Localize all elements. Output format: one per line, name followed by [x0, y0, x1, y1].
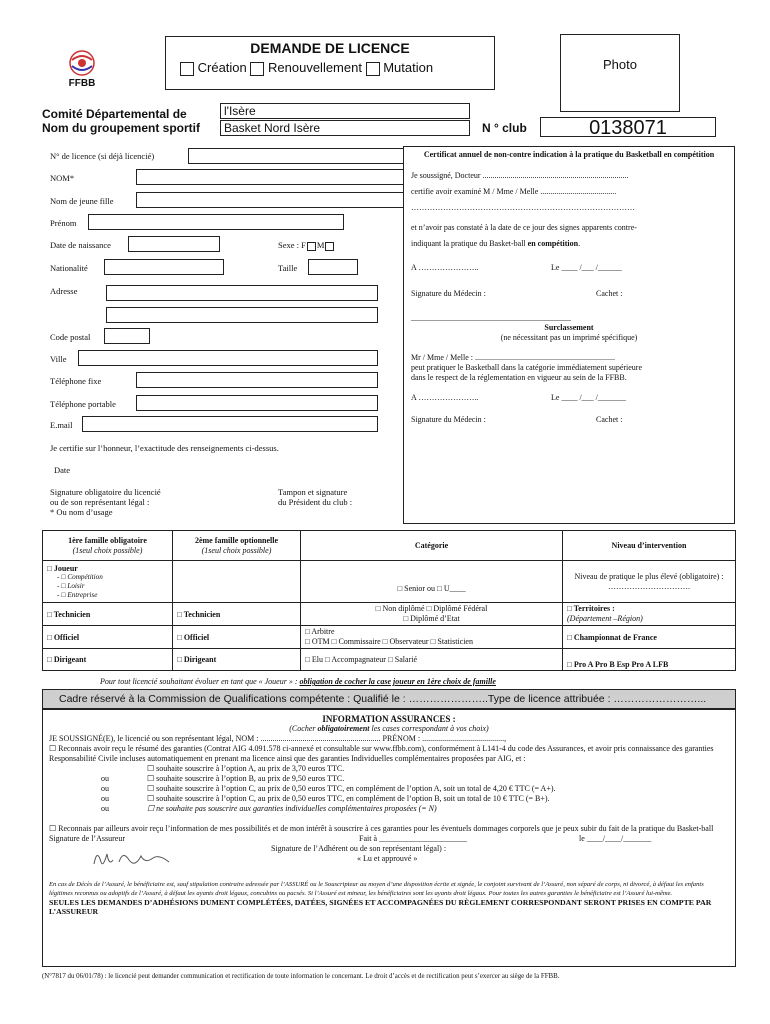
territoires-sub: (Département –Région)	[567, 614, 643, 623]
col3-title: Catégorie	[301, 531, 563, 561]
tampon-label-1: Tampon et signature	[278, 487, 348, 497]
licence-no-field[interactable]	[188, 148, 428, 164]
club-no-label: N ° club	[482, 121, 527, 135]
col2-sub: (1seul choix possible)	[201, 545, 272, 555]
territoires-checkbox[interactable]: □ Territoires :	[567, 604, 615, 613]
option-a-plus-checkbox[interactable]: ☐ souhaite souscrire à l’option C, au prix de 0,50 euros TTC, en complément de l’option A, soit un total de 4,20 € TTC (= A+).	[147, 784, 556, 793]
adresse-label: Adresse	[50, 286, 78, 296]
certificate-line1: Je soussigné, Docteur .........................................................................	[411, 171, 629, 180]
photo-box[interactable]	[560, 34, 680, 112]
licence-no-label: N° de licence (si déjà licencié)	[50, 151, 155, 161]
creation-checkbox[interactable]	[180, 62, 194, 76]
assureur-signature-icon	[89, 844, 179, 872]
sexe-m-label: M	[316, 240, 325, 250]
joueur-checkbox[interactable]: □ Joueur	[47, 563, 78, 573]
insurance-options	[49, 764, 729, 814]
adresse-line2-field[interactable]	[106, 307, 378, 323]
tampon-label-2: du Président du club :	[278, 497, 353, 507]
insurance-reconnais-2[interactable]: ☐ Reconnais par ailleurs avoir reçu l’information de mes possibilités et de mon intérêt à souscrire à ces garanties pour les éventuels dommages corporels que je peux subir du fait de la pratique du Basket-ball	[49, 824, 714, 833]
certificate-line5a: indiquant la pratique du Basket-ball	[411, 239, 528, 248]
niveau-pratique-field[interactable]: ………………………….	[608, 581, 690, 591]
option-a-checkbox[interactable]: ☐ souhaite souscrire à l’option A, au prix de 3,70 euros TTC.	[147, 764, 345, 773]
prenom-field[interactable]	[88, 214, 344, 230]
personal-info-section	[48, 145, 390, 523]
option-b-plus-checkbox[interactable]: ☐ souhaite souscrire à l’option C, au prix de 0,50 euros TTC, en complément de l’option B, soit un total de 10 € TTC (= B+).	[147, 794, 550, 803]
dirigeant-2-checkbox[interactable]: □ Dirigeant	[173, 649, 301, 671]
diplome-line2[interactable]: □ Diplômé d’Etat	[403, 614, 460, 623]
insurance-title: INFORMATION ASSURANCES :	[322, 714, 456, 724]
cert-a-line: A …………………..	[411, 263, 479, 272]
sig-assureur-label: Signature de l’Assureur	[49, 834, 125, 843]
entreprise-checkbox[interactable]: - □ Entreprise	[57, 590, 98, 599]
fait-a-field[interactable]: Fait à ______________________	[359, 834, 467, 843]
taille-label: Taille	[278, 263, 298, 273]
mutation-label: Mutation	[383, 60, 434, 75]
championnat-checkbox[interactable]: □ Championnat de France	[563, 626, 736, 649]
arbitre-line2[interactable]: □ OTM □ Commissaire □ Observateur □ Statisticien	[305, 637, 473, 646]
renouvellement-label: Renouvellement	[268, 60, 362, 75]
ffbb-logo	[62, 48, 102, 90]
surclassement-mr-line: Mr / Mme / Melle : ......................................................................	[411, 353, 615, 362]
page-title: DEMANDE DE LICENCE	[250, 40, 410, 56]
insurance-reconnais-1[interactable]: ☐ Reconnais avoir reçu le résumé des garanties (Contrat AIG 4.091.578 ci-annexé et consultable sur www.ffbb.com), conformément à L141-4 du code des Assurances, et avoir pris connaissance des garanties Responsabilité Civile incluses automatiquement en prenant ma licence ainsi que des garanties Individuelles complémentaires proposées par AIG, et :	[49, 744, 714, 763]
fine-print: En cas de Décès de l’Assuré, le bénéficiaire est, sauf stipulation contraire adressée par l’ASSURÉ ou le Souscripteur au moyen d’une disposition écrite et signée, le conjoint survivant de l’Assuré, non séparé de corps, ni divorcé, à défaut les enfants légitimes reconnus ou adoptifs de l’Assuré, à défaut les ayants droit légaux, concubins ou pacsés. Si l’Assuré est mineur, les bénéficiaires sont les ayants droit légaux. Pour toutes les autres garanties le bénéficiaire est l’Assuré lui-même.	[49, 881, 704, 897]
code-postal-field[interactable]	[104, 328, 150, 344]
surclassement-cachet: Cachet :	[596, 415, 623, 424]
surclassement-peut-line1: peut pratiquer le Basketball dans la catégorie immédiatement supérieure	[411, 363, 643, 372]
footnote-obligation: obligation de cocher la case joueur en 1ère choix de famille	[299, 677, 496, 686]
renouvellement-checkbox[interactable]	[250, 62, 264, 76]
tel-fixe-field[interactable]	[136, 372, 378, 388]
nom-jeune-fille-label: Nom de jeune fille	[50, 196, 114, 206]
creation-label: Création	[197, 60, 247, 75]
signature-label-1: Signature obligatoire du licencié	[50, 487, 161, 497]
code-postal-label: Code postal	[50, 332, 91, 342]
option-prefix: ou	[101, 804, 109, 813]
option-prefix: ou	[101, 774, 109, 783]
tel-portable-field[interactable]	[136, 395, 378, 411]
surclassement-a-line: A …………………..	[411, 393, 479, 402]
col2-title: 2ème famille optionnelle	[194, 535, 279, 545]
certificate-line3: …………………………………………………………………………	[411, 203, 635, 212]
option-none-checkbox[interactable]: ☐ ne souhaite pas souscrire aux garanties individuelles complémentaires proposées (= N)	[147, 804, 437, 813]
nationalite-label: Nationalité	[50, 263, 88, 273]
dirigeant-1-checkbox[interactable]: □ Dirigeant	[43, 649, 173, 671]
nom-field[interactable]	[136, 169, 428, 185]
certificate-line5c: .	[578, 239, 581, 248]
surclassement-le-line: Le ____ /___ /_______	[551, 393, 626, 402]
nom-label: NOM*	[50, 173, 75, 183]
logo-text: FFBB	[68, 78, 96, 89]
nationalite-field[interactable]	[104, 259, 224, 275]
signature-label-2: ou de son représentant légal :	[50, 497, 150, 507]
adresse-line1-field[interactable]	[106, 285, 378, 301]
option-b-checkbox[interactable]: ☐ souhaite souscrire à l’option B, au prix de 9,50 euros TTC.	[147, 774, 345, 783]
email-label: E.mail	[50, 420, 73, 430]
option-prefix	[49, 764, 147, 774]
col1-title: 1ère famille obligatoire	[68, 535, 147, 545]
tel-fixe-label: Téléphone fixe	[50, 376, 102, 386]
elu-line[interactable]: □ Elu □ Accompagnateur □ Salarié	[301, 649, 563, 671]
insurance-subtitle-a: (Cocher	[289, 724, 318, 733]
title-box	[165, 36, 495, 90]
col4-title: Niveau d’intervention	[563, 531, 736, 561]
certificate-title: Certificat annuel de non-contre indication à la pratique du Basketball en compétition	[423, 150, 715, 159]
email-field[interactable]	[82, 416, 378, 432]
surclassement-sub: (ne nécessitant pas un imprimé spécifique)	[500, 333, 638, 342]
commission-bar: Cadre réservé à la Commission de Qualifications compétente : Qualifié le : …………………..Type de licence attribuée : ……………………...	[42, 689, 736, 709]
date-naissance-label: Date de naissance	[50, 240, 111, 250]
sexe-m-checkbox[interactable]	[325, 242, 334, 251]
technicien-2-checkbox[interactable]: □ Technicien	[173, 603, 301, 626]
officiel-1-checkbox[interactable]: □ Officiel	[43, 626, 173, 649]
competition-checkbox[interactable]: - □ Compétition	[57, 572, 103, 581]
certificate-line5b: en compétition	[527, 239, 579, 248]
option-prefix: ou	[101, 794, 109, 803]
technicien-1-checkbox[interactable]: □ Technicien	[43, 603, 173, 626]
certificate-line2: certifie avoir examiné M / Mme / Melle ......................................	[411, 187, 617, 196]
footnote-text: Pour tout licencié souhaitant évoluer en tant que « Joueur » :	[100, 677, 300, 686]
certify-text: Je certifie sur l’honneur, l’exactitude des renseignements ci-dessus.	[50, 443, 279, 453]
taille-field[interactable]	[308, 259, 358, 275]
cert-separator: ________________________________________	[411, 313, 571, 322]
pro-checkbox[interactable]: □ Pro A Pro B Esp Pro A LFB	[563, 649, 736, 671]
sexe-f-checkbox[interactable]	[307, 242, 316, 251]
surclassement-title: Surclassement	[544, 323, 594, 332]
ville-field[interactable]	[78, 350, 378, 366]
club-no-field[interactable]: 0138071	[540, 117, 716, 137]
footer-text: (N°7817 du 06/01/78) : le licencié peut demander communication et rectification de toute information le concernant. Le droit d’accès et de rectification peut s’exercer au siège de la FFBB.	[42, 973, 560, 980]
le-date-field[interactable]: le ____/____/_______	[579, 834, 652, 843]
prenom-label: Prénom	[50, 218, 77, 228]
insurance-warning: SEULES LES DEMANDES D’ADHÉSIONS DUMENT COMPLÉTÉES, DATÉES, SIGNÉES ET ACCOMPAGNÉES DU RÈGLEMENT CORRESPONDANT SERONT PRISES EN COMPTE PAR L’ASSUREUR	[49, 898, 712, 916]
ffbb-emblem-icon	[62, 48, 102, 78]
niveau-pratique-label: Niveau de pratique le plus élevé (obligatoire) :	[574, 571, 724, 581]
medical-certificate-box	[403, 146, 735, 524]
comite-label: Comité Départemental de	[42, 107, 187, 121]
nom-usage-note: * Ou nom d’usage	[50, 507, 113, 517]
surclassement-peut-line2: dans le respect de la réglementation en vigueur au sein de la FFBB.	[411, 373, 627, 382]
date-naissance-field[interactable]	[128, 236, 220, 252]
officiel-2-checkbox[interactable]: □ Officiel	[173, 626, 301, 649]
groupement-field[interactable]: Basket Nord Isère	[220, 120, 470, 136]
sig-adherent-label: Signature de l’Adhérent ou de son représentant légal) :	[271, 844, 447, 853]
photo-label: Photo	[603, 57, 637, 72]
insurance-subtitle-b: obligatoirement	[317, 724, 370, 733]
nom-jeune-fille-field[interactable]	[136, 192, 428, 208]
insurance-box	[42, 709, 736, 967]
senior-checkbox[interactable]: □ Senior ou □ U____	[301, 561, 563, 603]
tel-portable-label: Téléphone portable	[50, 399, 116, 409]
surclassement-sig-medecin: Signature du Médecin :	[411, 415, 486, 424]
date-label: Date	[54, 465, 71, 475]
certificate-line4: et n’avoir pas constaté à la date de ce jour des signes apparents contre-	[411, 223, 637, 232]
family-table	[42, 530, 736, 671]
cert-le-line: Le ____ /___ /______	[551, 263, 622, 272]
cert-cachet: Cachet :	[596, 289, 623, 298]
loisir-checkbox[interactable]: - □ Loisir	[57, 581, 85, 590]
mutation-checkbox[interactable]	[366, 62, 380, 76]
comite-field[interactable]: l'Isère	[220, 103, 470, 119]
lu-approuve-label: « Lu et approuvé »	[357, 854, 418, 863]
diplome-line1[interactable]: □ Non diplômé □ Diplômé Fédéral	[375, 604, 488, 613]
insurance-line1: JE SOUSSIGNÉ(E), le licencié ou son représentant légal, NOM : ............................................................ PRÉNOM : .........................................,	[49, 734, 507, 743]
sexe-label: Sexe : F	[278, 240, 306, 250]
option-prefix: ou	[101, 784, 109, 793]
col1-sub: (1seul choix possible)	[72, 545, 143, 555]
insurance-subtitle-c: les cases correspondant à vos choix)	[369, 724, 489, 733]
ville-label: Ville	[50, 354, 67, 364]
cert-sig-medecin: Signature du Médecin :	[411, 289, 486, 298]
groupement-label: Nom du groupement sportif	[42, 121, 200, 135]
arbitre-line1[interactable]: □ Arbitre	[305, 627, 335, 636]
